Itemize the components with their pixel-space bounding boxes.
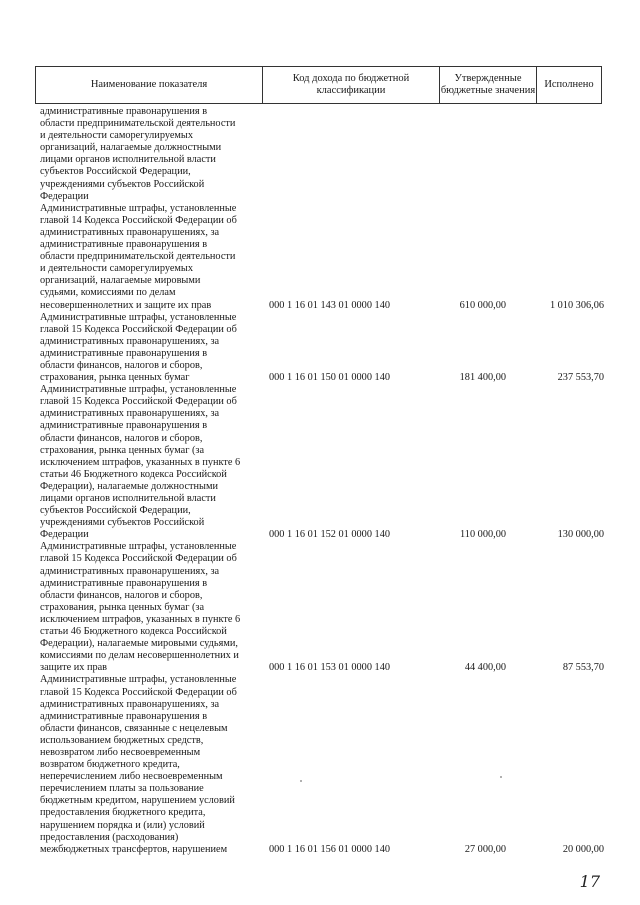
row-approved: 610 000,00	[459, 299, 506, 311]
row-approved: 181 400,00	[459, 372, 506, 384]
table-row	[40, 106, 610, 203]
row-name: Административные штрафы, установленные главой 15 Кодекса Российской Федерации об административных правонарушениях, за административные правонарушения в области финансов, налогов и сборов, страхования, рынка ценных бумаг	[40, 311, 237, 384]
table-row	[40, 203, 610, 312]
header-executed: Исполнено	[544, 79, 594, 90]
row-approved: 44 400,00	[464, 662, 506, 674]
header-approved: Утвержденные бюджетные значения	[440, 67, 537, 103]
header-code: Код дохода по бюджетной классификации	[263, 67, 440, 103]
row-executed: 20 000,00	[562, 843, 604, 855]
row-approved: 27 000,00	[464, 843, 506, 855]
row-approved: 110 000,00	[460, 529, 506, 541]
row-executed: 237 553,70	[557, 372, 604, 384]
row-name: Административные штрафы, установленные главой 15 Кодекса Российской Федерации об административных правонарушениях, за административные правонарушения в области финансов, связанные с нецелевым использованием бюджетных средств, невозвратом либо несвоевременным возвратом бюджетного кредита, неперечислением либо несвоевременным перечислением платы за пользование бюджетным кредитом, нарушением условий предоставления бюджетного кредита, нарушением порядка и (или) условий предоставления (расходования) межбюджетных трансфертов, нарушением	[40, 674, 237, 855]
table-body	[40, 106, 610, 856]
row-code: 000 1 16 01 143 01 0000 140	[269, 299, 390, 311]
row-code: 000 1 16 01 152 01 0000 140	[269, 529, 390, 541]
row-name: административные правонарушения в области предпринимательской деятельности и деятельности саморегулируемых организаций, налагаемые должностными лицами органов исполнительной власти субъектов Российской Федерации, учреждениями субъектов Российской Федерации	[40, 106, 236, 202]
row-code: 000 1 16 01 153 01 0000 140	[269, 662, 390, 674]
row-executed: 130 000,00	[557, 529, 604, 541]
row-code: 000 1 16 01 156 01 0000 140	[269, 843, 390, 855]
row-name: Административные штрафы, установленные главой 15 Кодекса Российской Федерации об административных правонарушениях, за административные правонарушения в области финансов, налогов и сборов, страхования, рынка ценных бумаг (за исключением штрафов, указанных в пункте 6 статьи 46 Бюджетного кодекса Российской Федерации), налагаемые мировыми судьями, комиссиями по делам несовершеннолетних и защите их прав	[40, 541, 241, 674]
row-name: Административные штрафы, установленные главой 15 Кодекса Российской Федерации об административных правонарушениях, за административные правонарушения в области финансов, налогов и сборов, страхования, рынка ценных бумаг (за исключением штрафов, указанных в пункте 6 статьи 46 Бюджетного кодекса Российской Федерации), налагаемые должностными лицами органов исполнительной власти субъектов Российской Федерации, учреждениями субъектов Российской Федерации	[40, 384, 241, 541]
table-header	[35, 66, 602, 104]
scan-speck	[300, 780, 302, 782]
table-row	[40, 674, 610, 855]
row-code: 000 1 16 01 150 01 0000 140	[269, 372, 390, 384]
page-number: 17	[579, 872, 600, 891]
header-name: Наименование показателя	[36, 67, 263, 103]
row-executed: 87 553,70	[562, 662, 604, 674]
table-row	[40, 312, 610, 385]
table-row	[40, 384, 610, 541]
row-name: Административные штрафы, установленные главой 14 Кодекса Российской Федерации об административных правонарушениях, за административные правонарушения в области предпринимательской деятельности и деятельности саморегулируемых организаций, налагаемые мировыми судьями, комиссиями по делам несовершеннолетних и защите их прав	[40, 202, 237, 311]
row-executed: 1 010 306,06	[549, 299, 604, 311]
table-row	[40, 541, 610, 674]
scan-speck	[500, 776, 502, 778]
